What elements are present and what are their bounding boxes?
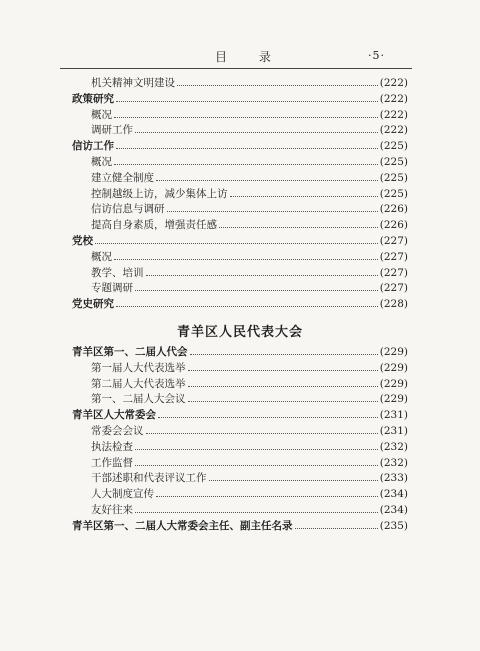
toc-entry-page: (225)	[379, 171, 408, 184]
toc-entry[interactable]	[91, 422, 408, 438]
toc-entry-page: (232)	[379, 456, 408, 469]
toc-entry-title: 控制越级上访，减少集体上访	[91, 187, 228, 200]
dot-leader	[177, 85, 378, 86]
dot-leader	[116, 148, 378, 149]
toc-entry-page: (225)	[379, 156, 408, 168]
toc-entry-title: 执法检查	[91, 440, 133, 453]
toc-entry-page: (235)	[379, 519, 408, 532]
dot-leader	[230, 196, 378, 197]
toc-entry-title: 工作监督	[91, 456, 133, 469]
toc-entry-title: 机关精神文明建设	[91, 77, 175, 89]
dot-leader	[188, 370, 378, 371]
toc-entry[interactable]	[91, 106, 408, 122]
toc-entry-title: 党史研究	[72, 298, 114, 311]
toc-entry[interactable]	[91, 264, 408, 280]
toc-entry-title: 调研工作	[91, 124, 133, 137]
toc-entry-page: (232)	[379, 440, 408, 453]
toc-entry[interactable]	[72, 406, 408, 422]
toc-entry[interactable]	[91, 169, 408, 185]
dot-leader	[295, 528, 378, 529]
toc-entry-page: (222)	[379, 77, 408, 89]
dot-leader	[158, 417, 378, 418]
toc-entry[interactable]	[91, 248, 408, 264]
toc-entry-title: 青羊区第一、二届人大常委会主任、副主任名录	[72, 519, 293, 532]
toc-entry-page: (229)	[379, 361, 408, 374]
toc-entry-title: 人大制度宣传	[91, 488, 154, 501]
toc-entry-page: (231)	[379, 409, 408, 422]
header-divider	[60, 68, 412, 69]
toc-entry-page: (229)	[379, 346, 408, 358]
toc-entry-title: 青羊区人大常委会	[72, 409, 156, 422]
dot-leader	[156, 496, 378, 497]
dot-leader	[114, 259, 378, 260]
dot-leader	[167, 211, 378, 212]
dot-leader	[146, 433, 378, 434]
toc-entry-title: 政策研究	[72, 92, 114, 105]
toc-entry[interactable]	[72, 137, 408, 153]
dot-leader	[190, 354, 378, 355]
toc-entry-page: (225)	[379, 187, 408, 200]
dot-leader	[146, 275, 378, 276]
toc-entry-title: 第二届人大代表选举	[91, 377, 186, 390]
dot-leader	[116, 101, 378, 102]
toc-entry[interactable]	[91, 359, 408, 375]
toc-entry[interactable]	[72, 517, 408, 533]
toc-entry[interactable]	[91, 485, 408, 501]
toc-entry-title: 青羊区第一、二届人代会	[72, 346, 188, 358]
toc-entry-title: 专题调研	[91, 282, 133, 295]
dot-leader	[209, 480, 378, 481]
toc-entry-title: 友好往来	[91, 504, 133, 516]
toc-entry-page: (229)	[379, 377, 408, 390]
toc-entry-title: 干部述职和代表评议工作	[91, 472, 207, 485]
toc-entry[interactable]	[91, 216, 408, 232]
toc-entry[interactable]	[91, 153, 408, 169]
toc-entry-title: 概况	[91, 108, 112, 121]
toc-entry-page: (227)	[379, 250, 408, 263]
page-header-title: 目 录	[215, 50, 285, 64]
toc-entry-title: 第一、二届人大会议	[91, 393, 186, 406]
toc-entry-title: 党校	[72, 235, 93, 247]
dot-leader	[135, 290, 378, 291]
toc-entry-page: (234)	[379, 488, 408, 501]
toc-entry[interactable]	[91, 454, 408, 470]
toc-entry-page: (234)	[379, 504, 408, 516]
toc-entry[interactable]	[91, 390, 408, 406]
toc-entry[interactable]	[91, 74, 408, 90]
dot-leader	[135, 512, 378, 513]
toc-entry-page: (231)	[379, 425, 408, 437]
toc-entry[interactable]	[72, 232, 408, 248]
dot-leader	[135, 449, 378, 450]
toc-entry[interactable]	[91, 501, 408, 517]
dot-leader	[156, 180, 378, 181]
toc-entry-page: (227)	[379, 235, 408, 247]
toc-entry-title: 概况	[91, 250, 112, 263]
toc-entry-page: (227)	[379, 266, 408, 279]
toc-entry-title: 概况	[91, 156, 112, 168]
toc-entry-title: 提高自身素质，增强责任感	[91, 219, 217, 232]
toc-entry[interactable]	[91, 438, 408, 454]
dot-leader	[135, 132, 378, 133]
toc-entry-title: 第一届人大代表选举	[91, 361, 186, 374]
toc-entry-page: (222)	[379, 108, 408, 121]
dot-leader	[114, 117, 378, 118]
section-heading: 青羊区人民代表大会	[176, 325, 303, 340]
toc-entry-page: (225)	[379, 140, 408, 153]
toc-entry-page: (229)	[379, 393, 408, 406]
toc-entry[interactable]	[91, 200, 408, 216]
dot-leader	[116, 306, 378, 307]
toc-entry[interactable]	[72, 90, 408, 106]
toc-entry[interactable]	[91, 469, 408, 485]
dot-leader	[95, 243, 378, 244]
toc-entry-page: (226)	[379, 219, 408, 232]
toc-entry[interactable]	[91, 375, 408, 391]
toc-entry-title: 信访工作	[72, 140, 114, 153]
toc-entry-title: 信访信息与调研	[91, 203, 165, 216]
toc-entry-title: 常委会会议	[91, 425, 144, 437]
dot-leader	[219, 227, 378, 228]
toc-entry-page: (228)	[379, 298, 408, 311]
toc-entry[interactable]	[91, 279, 408, 295]
dot-leader	[135, 465, 378, 466]
page-number: ·5·	[368, 49, 385, 62]
toc-entry-page: (226)	[379, 203, 408, 216]
toc-entry[interactable]	[72, 295, 408, 311]
toc-entry-title: 建立健全制度	[91, 171, 154, 184]
toc-entry-title: 教学、培训	[91, 266, 144, 279]
toc-entry-page: (222)	[379, 124, 408, 137]
toc-entry-page: (233)	[379, 472, 408, 485]
dot-leader	[188, 401, 378, 402]
toc-entry[interactable]	[91, 185, 408, 201]
toc-entry-page: (227)	[379, 282, 408, 295]
toc-entry[interactable]	[72, 343, 408, 359]
dot-leader	[188, 386, 378, 387]
dot-leader	[114, 164, 378, 165]
toc-entry[interactable]	[91, 121, 408, 137]
toc-entry-page: (222)	[379, 92, 408, 105]
